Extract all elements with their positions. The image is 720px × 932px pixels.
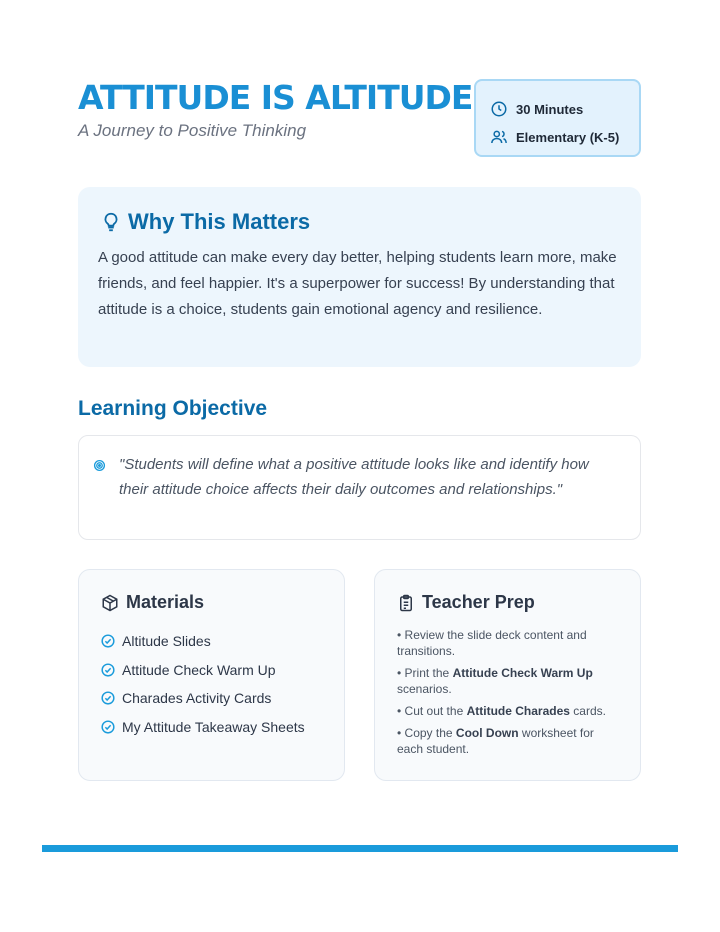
check-circle-icon (101, 663, 115, 677)
prep-text: scenarios. (397, 682, 452, 696)
why-section (78, 187, 641, 367)
materials-heading-text: Materials (126, 592, 205, 612)
list-item (397, 725, 618, 757)
lesson-meta-box (474, 79, 641, 157)
grade-label: Elementary (K-5) (516, 129, 620, 145)
prep-bold: Attitude Check Warm Up (452, 666, 593, 680)
list-item (101, 713, 322, 742)
list-item (101, 684, 322, 713)
prep-heading-text: Teacher Prep (422, 592, 535, 612)
prep-text: cards. (569, 704, 606, 718)
prep-text: • Print the (397, 666, 453, 680)
list-item (397, 627, 618, 659)
why-heading (100, 209, 621, 235)
objective-box (78, 435, 641, 540)
check-circle-icon (101, 720, 115, 734)
objective-heading: Learning Objective (78, 397, 268, 420)
prep-bold: Attitude Charades (466, 704, 570, 718)
lesson-title: ATTITUDE IS ALTITUDE (78, 78, 473, 117)
materials-card (78, 569, 345, 781)
check-circle-icon (101, 691, 115, 705)
clock-icon (490, 100, 508, 118)
why-body-text: A good attitude can make every day better, helping students learn more, make friends, and feel happier. It's a superpower for success! By understanding that attitude is a choice, students gain emotional agency and resilience. (98, 249, 617, 318)
lightbulb-icon (100, 211, 122, 233)
duration-label: 30 Minutes (516, 101, 584, 117)
why-heading-text: Why This Matters (128, 209, 311, 234)
users-icon (490, 128, 508, 146)
teacher-prep-card (374, 569, 641, 781)
prep-text: worksheet for each student. (397, 726, 594, 756)
duration-row (490, 95, 639, 123)
material-label: Altitude Slides (122, 633, 211, 650)
box-icon (101, 594, 119, 612)
material-label: Attitude Check Warm Up (122, 661, 276, 678)
footer-divider (42, 845, 678, 852)
list-item (397, 665, 618, 697)
material-label: My Attitude Takeaway Sheets (122, 718, 305, 735)
target-icon (93, 459, 106, 472)
materials-heading (101, 592, 322, 613)
lesson-subtitle: A Journey to Positive Thinking (78, 121, 307, 140)
prep-list (397, 627, 618, 757)
check-circle-icon (101, 634, 115, 648)
objective-text: "Students will define what a positive attitude looks like and identify how their attitude choice affects their daily outcomes and relationships." (119, 456, 589, 498)
prep-bold: Cool Down (455, 726, 519, 740)
list-item (101, 627, 322, 656)
prep-heading (397, 592, 618, 613)
prep-text: • Copy the (397, 726, 456, 740)
grade-row (490, 123, 639, 151)
list-item (101, 656, 322, 685)
materials-list (101, 627, 322, 741)
clipboard-icon (397, 594, 415, 612)
prep-text: • Review the slide deck content and transitions. (397, 628, 587, 658)
prep-text: • Cut out the (397, 704, 467, 718)
material-label: Charades Activity Cards (122, 690, 272, 707)
list-item (397, 703, 618, 719)
